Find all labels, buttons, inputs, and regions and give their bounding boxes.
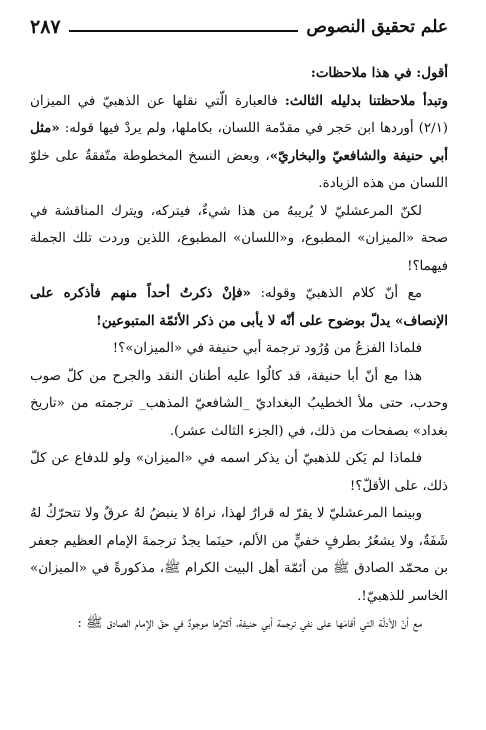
paragraph — [30, 88, 448, 198]
paragraph: فلماذا الفزعُ من وُرُود ترجمة أبي حنيفة في «الميزان»؟! — [112, 341, 422, 356]
page-body — [30, 60, 448, 638]
paragraph-text-bold: يدلّ بوضوح على أنّه لا يأبى من ذكر الأئمّة المتبوعين! — [96, 312, 395, 329]
paragraph — [30, 280, 448, 335]
paragraph: وبينما المرعشليّ لا يقرّ له قرارٌ لهذا، نراهُ لا ينبضُ لهُ عرقٌ ولا تتحرّكُ لهُ شَفَةٌ، ولا يشعُرُ بطرفٍ خفيٍّ من الألم، حينَما يجدُ ترجمةَ الإمام العظيم جعفر بن محمّد الصادق ﷺ من أئمّة أهل البيت الكرام ﷺ، مذكورةً في «الميزان» الخاسر للذهبيّ!. — [30, 506, 448, 604]
paragraph-heading: أقول: في هذا ملاحظات: — [310, 65, 448, 81]
paragraph-text: ، وبعض النسخ المخطوطة متّفقةٌ على خلوّ اللسان من هذه الزيادة. — [30, 148, 448, 191]
header-rule — [69, 30, 299, 32]
paragraph-text: مع أنّ كلام الذهبيّ وقوله: — [250, 286, 422, 301]
paragraph: لكنّ المرعشليّ لا يُريبهُ من هذا شيءٌ، فيتركه، ويترك المناقشة في صحة «الميزان» المطبوع، و«اللسان» المطبوع، اللذين وردت تلك الجملة فيهما؟! — [30, 203, 448, 274]
paragraph: هذا مع أنّ أبا حنيفة، قد كالُوا عليه أطنان النقد والجرح من كلّ صوب وحدب، حتى ملأ الخطيبُ البغداديّ _الشافعيّ المذهب_ ترجمته من «تاريخ بغداد» بصفحات من ذلك، في (الجزء الثالث عشر). — [30, 368, 448, 439]
running-title: علم تحقيق النصوص — [306, 17, 448, 37]
paragraph-lead: وتبدأ ملاحظتنا بدليله الثالث: — [284, 92, 448, 109]
page-header — [30, 14, 448, 40]
paragraph: فلماذا لم يَكن للذهبيّ أن يذكر اسمه في «الميزان» ولو للدفاع عن كلّ ذلك، على الأقلّ؟! — [30, 451, 448, 494]
paragraph: مع أنّ الأدلّة التي أقامَها على نفي ترجمة أبي حنيفة، أكثرُها موجودٌ في حقّ الإمام الصادق ﷺ : — [77, 616, 422, 631]
paragraph-text: فالعبارة الّتي نقلها عن الذهبيّ في الميزان (٢/١) أوردها ابن حَجر في مقدّمة اللسان، بكاملها، ولم يردْ فيها قوله: — [30, 93, 448, 136]
quoted-names: «مثل أبي حنيفة والشافعيّ والبخاريّ» — [30, 120, 448, 164]
quoted-statement: «فإنْ ذكرتُ أحداً منهم فأذكره على الإنصاف» — [30, 285, 448, 329]
page-number: ٢٨٧ — [30, 16, 61, 38]
